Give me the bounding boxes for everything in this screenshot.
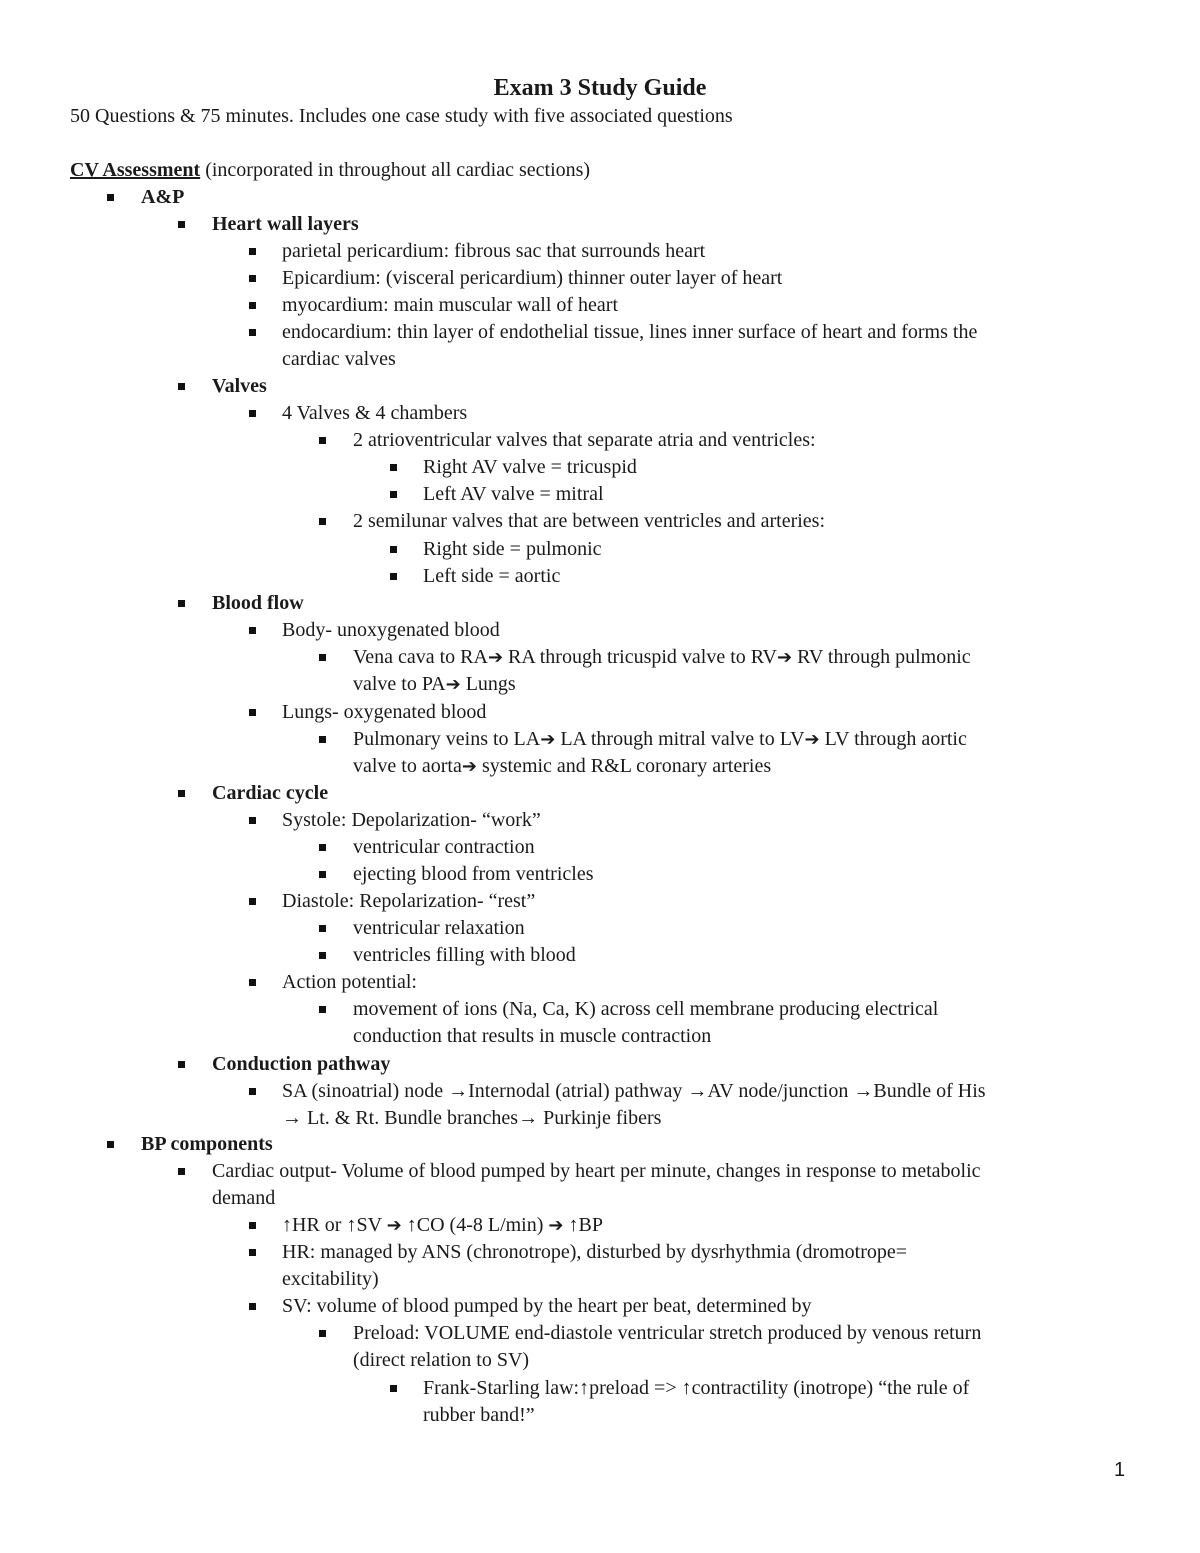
section-title: CV Assessment bbox=[70, 159, 201, 181]
outline-item-left-side: Left side = aortic bbox=[423, 565, 561, 587]
outline-item-cardiac-output-cont: demand bbox=[212, 1187, 276, 1209]
hr-text-2: ↑CO (4-8 L/min) bbox=[401, 1214, 549, 1236]
outline-item-endocardium: endocardium: thin layer of endothelial tissue, lines inner surface of heart and forms the bbox=[282, 321, 978, 343]
outline-item-four-valves: 4 Valves & 4 chambers bbox=[282, 402, 468, 424]
square-bullet-icon bbox=[249, 979, 256, 986]
outline-item-bp-components: BP components bbox=[141, 1133, 273, 1155]
outline-item-ion-movement-cont: conduction that results in muscle contraction bbox=[353, 1025, 712, 1047]
outline-item-frank-starling-cont: rubber band!” bbox=[423, 1404, 535, 1426]
pulm-text-3: LV through aortic bbox=[819, 728, 967, 750]
outline-item-sa-node: SA (sinoatrial) node →Internodal (atrial) pathway →AV node/junction →Bundle of His bbox=[282, 1080, 986, 1102]
outline-item-hr-sv-co bbox=[282, 1212, 603, 1239]
square-bullet-icon bbox=[319, 437, 326, 444]
outline-item-systole: Systole: Depolarization- “work” bbox=[282, 809, 541, 831]
outline-item-valves: Valves bbox=[212, 375, 267, 397]
square-bullet-icon bbox=[249, 1088, 256, 1095]
square-bullet-icon bbox=[249, 1222, 256, 1229]
square-bullet-icon bbox=[319, 844, 326, 851]
outline-item-hr-ans: HR: managed by ANS (chronotrope), disturbed by dysrhythmia (dromotrope= bbox=[282, 1241, 908, 1263]
page-title: Exam 3 Study Guide bbox=[493, 75, 707, 101]
right-arrow-icon: ➔ bbox=[386, 1215, 402, 1236]
square-bullet-icon bbox=[178, 1061, 185, 1068]
outline-item-conduction: Conduction pathway bbox=[212, 1053, 391, 1075]
outline-item-ap: A&P bbox=[141, 186, 185, 208]
vena-text-2: RA through tricuspid valve to RV bbox=[503, 646, 777, 668]
outline-item-left-av: Left AV valve = mitral bbox=[423, 483, 604, 505]
vena-text-5: Lungs bbox=[460, 673, 516, 695]
square-bullet-icon bbox=[319, 952, 326, 959]
outline-item-ejecting: ejecting blood from ventricles bbox=[353, 863, 594, 885]
right-arrow-icon: ➔ bbox=[445, 674, 461, 695]
outline-item-blood-flow: Blood flow bbox=[212, 592, 304, 614]
square-bullet-icon bbox=[178, 221, 185, 228]
vena-text-3: RV through pulmonic bbox=[792, 646, 971, 668]
hr-text-1: ↑HR or ↑SV bbox=[282, 1214, 387, 1236]
outline-item-myocardium: myocardium: main muscular wall of heart bbox=[282, 294, 619, 316]
square-bullet-icon bbox=[107, 1141, 114, 1148]
square-bullet-icon bbox=[249, 275, 256, 282]
right-arrow-icon: ➔ bbox=[776, 647, 793, 668]
square-bullet-icon bbox=[178, 600, 185, 607]
square-bullet-icon bbox=[249, 329, 256, 336]
square-bullet-icon bbox=[319, 518, 326, 525]
square-bullet-icon bbox=[249, 898, 256, 905]
outline-item-cardiac-output: Cardiac output- Volume of blood pumped by heart per minute, changes in response to metabolic bbox=[212, 1160, 981, 1182]
outline-item-vena-cava bbox=[353, 644, 971, 671]
square-bullet-icon bbox=[249, 1249, 256, 1256]
square-bullet-icon bbox=[390, 1385, 397, 1392]
outline-item-hr-ans-cont: excitability) bbox=[282, 1268, 379, 1290]
square-bullet-icon bbox=[390, 546, 397, 553]
square-bullet-icon bbox=[249, 1303, 256, 1310]
outline-item-ventricular-contraction: ventricular contraction bbox=[353, 836, 535, 858]
outline-item-parietal: parietal pericardium: fibrous sac that surrounds heart bbox=[282, 240, 706, 262]
square-bullet-icon bbox=[319, 654, 326, 661]
outline-item-right-av: Right AV valve = tricuspid bbox=[423, 456, 637, 478]
outline-item-frank-starling: Frank-Starling law:↑preload => ↑contractility (inotrope) “the rule of bbox=[423, 1377, 970, 1399]
square-bullet-icon bbox=[249, 410, 256, 417]
square-bullet-icon bbox=[107, 194, 114, 201]
square-bullet-icon bbox=[249, 302, 256, 309]
square-bullet-icon bbox=[178, 1168, 185, 1175]
outline-item-epicardium: Epicardium: (visceral pericardium) thinner outer layer of heart bbox=[282, 267, 783, 289]
square-bullet-icon bbox=[249, 248, 256, 255]
pulm-text-1: Pulmonary veins to LA bbox=[353, 728, 541, 750]
pulm-text-4: valve to aorta bbox=[353, 755, 462, 777]
square-bullet-icon bbox=[390, 464, 397, 471]
square-bullet-icon bbox=[249, 709, 256, 716]
vena-text-1: Vena cava to RA bbox=[353, 646, 488, 668]
outline-item-vena-cava-cont bbox=[353, 671, 516, 698]
outline-item-sa-node-cont: → Lt. & Rt. Bundle branches→ Purkinje fibers bbox=[282, 1107, 662, 1129]
outline-item-pulmonary-veins-cont bbox=[353, 753, 771, 780]
section-heading bbox=[70, 157, 590, 184]
hr-text-3: ↑BP bbox=[563, 1214, 603, 1236]
outline-item-pulmonary-veins bbox=[353, 726, 967, 753]
outline-item-preload: Preload: VOLUME end-diastole ventricular stretch produced by venous return bbox=[353, 1322, 982, 1344]
page-number: 1 bbox=[1114, 1459, 1126, 1481]
right-arrow-icon: ➔ bbox=[548, 1215, 564, 1236]
outline-item-preload-cont: (direct relation to SV) bbox=[353, 1349, 530, 1371]
right-arrow-icon: ➔ bbox=[461, 756, 477, 777]
outline-item-heart-wall: Heart wall layers bbox=[212, 213, 359, 235]
outline-item-endocardium-cont: cardiac valves bbox=[282, 348, 396, 370]
right-arrow-icon: ➔ bbox=[804, 729, 820, 750]
outline-item-action-potential: Action potential: bbox=[282, 971, 417, 993]
square-bullet-icon bbox=[178, 383, 185, 390]
section-note: (incorporated in throughout all cardiac sections) bbox=[200, 159, 591, 181]
right-arrow-icon: ➔ bbox=[540, 729, 556, 750]
vena-text-4: valve to PA bbox=[353, 673, 446, 695]
square-bullet-icon bbox=[249, 817, 256, 824]
square-bullet-icon bbox=[319, 1006, 326, 1013]
outline-item-ventricles-filling: ventricles filling with blood bbox=[353, 944, 576, 966]
square-bullet-icon bbox=[390, 491, 397, 498]
square-bullet-icon bbox=[319, 871, 326, 878]
outline-item-lungs: Lungs- oxygenated blood bbox=[282, 701, 487, 723]
square-bullet-icon bbox=[249, 627, 256, 634]
outline-item-ventricular-relaxation: ventricular relaxation bbox=[353, 917, 525, 939]
outline-item-body: Body- unoxygenated blood bbox=[282, 619, 500, 641]
outline-item-semilunar: 2 semilunar valves that are between ventricles and arteries: bbox=[353, 510, 826, 532]
outline-item-ion-movement: movement of ions (Na, Ca, K) across cell membrane producing electrical bbox=[353, 998, 939, 1020]
outline-item-cardiac-cycle: Cardiac cycle bbox=[212, 782, 329, 804]
pulm-text-5: systemic and R&L coronary arteries bbox=[476, 755, 772, 777]
outline-item-right-side: Right side = pulmonic bbox=[423, 538, 602, 560]
square-bullet-icon bbox=[319, 925, 326, 932]
square-bullet-icon bbox=[319, 736, 326, 743]
square-bullet-icon bbox=[178, 790, 185, 797]
exam-info: 50 Questions & 75 minutes. Includes one case study with five associated questions bbox=[70, 105, 733, 127]
right-arrow-icon: ➔ bbox=[487, 647, 504, 668]
pulm-text-2: LA through mitral valve to LV bbox=[555, 728, 805, 750]
outline-item-sv: SV: volume of blood pumped by the heart per beat, determined by bbox=[282, 1295, 812, 1317]
outline-item-diastole: Diastole: Repolarization- “rest” bbox=[282, 890, 536, 912]
square-bullet-icon bbox=[390, 573, 397, 580]
outline-item-atrioventricular: 2 atrioventricular valves that separate atria and ventricles: bbox=[353, 429, 816, 451]
square-bullet-icon bbox=[319, 1330, 326, 1337]
